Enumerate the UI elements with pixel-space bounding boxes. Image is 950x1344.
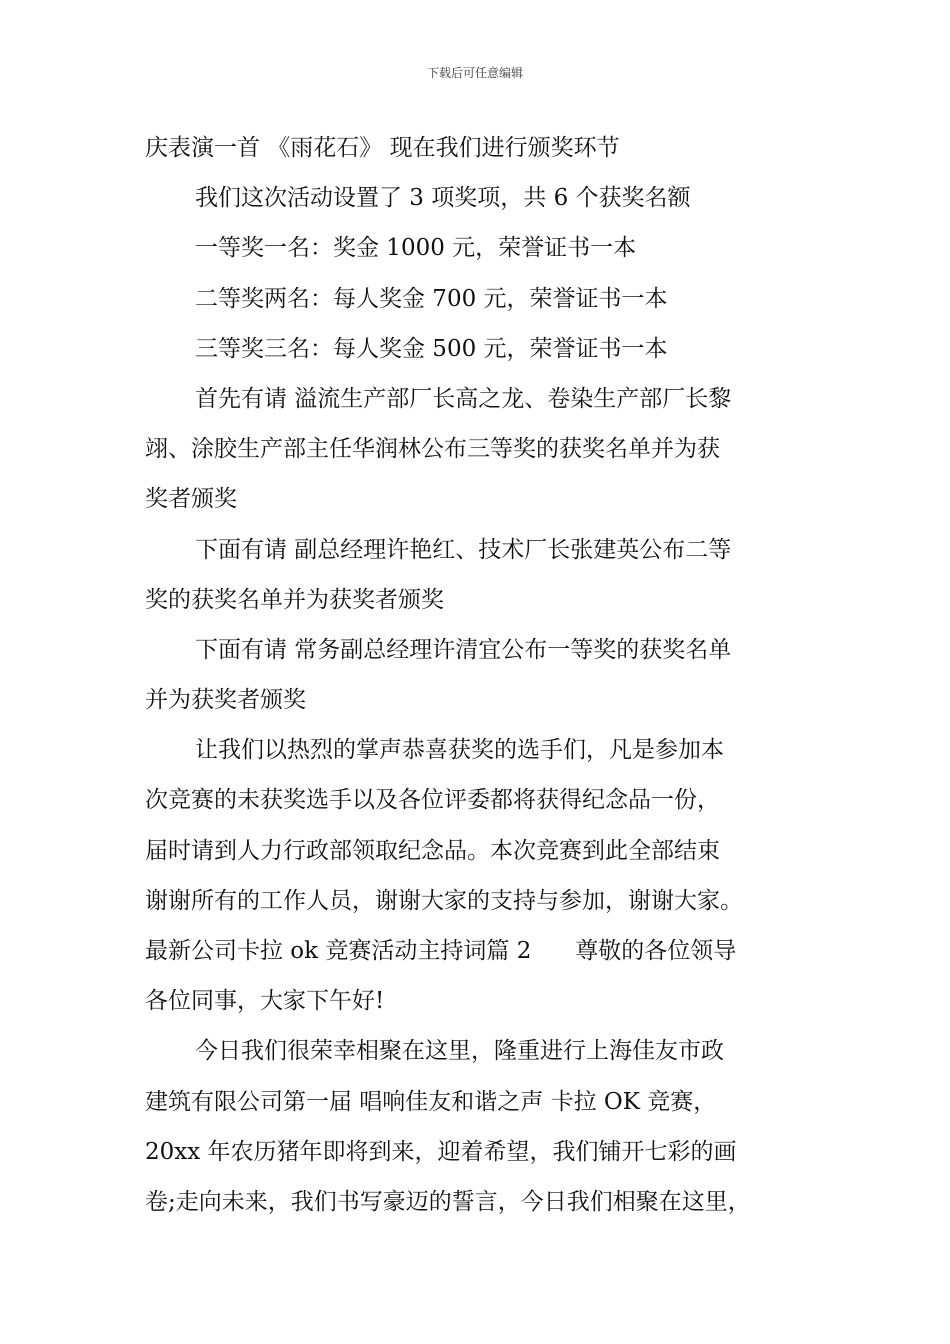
text-line: 让我们以热烈的掌声恭喜获奖的选手们，凡是参加本 bbox=[195, 737, 724, 764]
page-header: 下载后可任意编辑 bbox=[426, 66, 523, 80]
text-line: 下面有请 常务副总经理许清宜公布一等奖的获奖名单 bbox=[195, 636, 732, 663]
text-line: 下面有请 副总经理许艳红、技术厂长张建英公布二等 bbox=[195, 536, 732, 563]
text-line: 各位同事，大家下午好! bbox=[145, 988, 385, 1015]
text-line: 卷;走向未来，我们书写豪迈的誓言，今日我们相聚在这里， bbox=[145, 1188, 751, 1215]
text-line: 并为获奖者颁奖 bbox=[145, 687, 306, 714]
text-line: 奖的获奖名单并为获奖者颁奖 bbox=[145, 586, 444, 613]
text-line: 今日我们很荣幸相聚在这里，隆重进行上海佳友市政 bbox=[195, 1038, 724, 1065]
text-line: 谢谢所有的工作人员，谢谢大家的支持与参加，谢谢大家。 bbox=[145, 887, 743, 914]
text-line: 20xx 年农历猪年即将到来，迎着希望，我们铺开七彩的画 bbox=[145, 1138, 737, 1165]
text-line: 届时请到人力行政部领取纪念品。本次竞赛到此全部结束 bbox=[145, 837, 720, 864]
text-line: 我们这次活动设置了 3 项奖项，共 6 个获奖名额 bbox=[195, 185, 691, 212]
text-line: 庆表演一首 《雨花石》 现在我们进行颁奖环节 bbox=[145, 135, 620, 161]
body-text bbox=[145, 129, 825, 1233]
section-heading-line: 最新公司卡拉 ok 竞赛活动主持词篇 2 尊敬的各位领导 bbox=[145, 938, 737, 964]
text-line: 翊、涂胶生产部主任华润林公布三等奖的获奖名单并为获 bbox=[145, 436, 720, 463]
text-line: 一等奖一名：奖金 1000 元，荣誉证书一本 bbox=[195, 235, 637, 262]
text-line: 次竞赛的未获奖选手以及各位评委都将获得纪念品一份， bbox=[145, 787, 720, 814]
text-line: 二等奖两名：每人奖金 700 元，荣誉证书一本 bbox=[195, 285, 668, 312]
text-line: 三等奖三名：每人奖金 500 元，荣誉证书一本 bbox=[195, 335, 668, 362]
text-line: 建筑有限公司第一届 唱响佳友和谐之声 卡拉 OK 竞赛， bbox=[145, 1088, 717, 1115]
text-line: 首先有请 溢流生产部厂长高之龙、卷染生产部厂长黎 bbox=[195, 385, 732, 412]
text-line: 奖者颁奖 bbox=[145, 486, 237, 513]
